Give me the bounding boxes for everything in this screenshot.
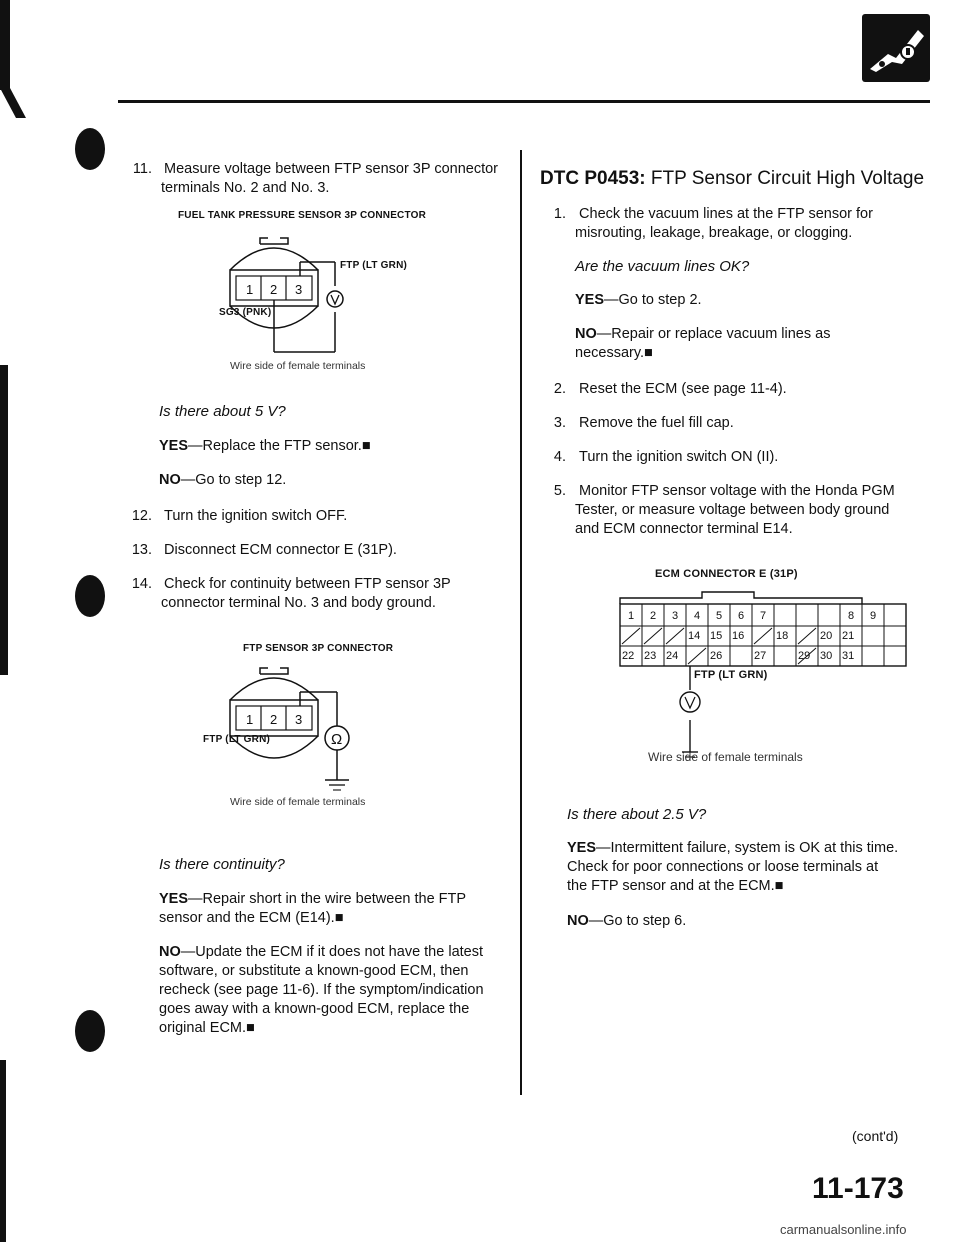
diagram1-connector [200, 228, 420, 363]
pin-2: 2 [270, 712, 278, 727]
right-answer-no-1: NO—Repair or replace vacuum lines as necessary.■ [575, 326, 831, 361]
pin-1: 1 [246, 282, 254, 297]
punch-hole-middle [75, 575, 105, 617]
right-answer-yes-2: YES—Intermittent failure, system is OK at this time. Check for poor connections or loose terminals at the FTP sensor and at the ECM.■ [567, 840, 899, 894]
step-13: 13. Disconnect ECM connector E (31P). [131, 542, 397, 558]
answer-yes-1: YES—Replace the FTP sensor.■ [159, 438, 371, 454]
step-14: 14. Check for continuity between FTP sensor 3P connector terminal No. 3 and body ground. [131, 576, 451, 611]
dtc-title: DTC P0453: FTP Sensor Circuit High Voltage [540, 168, 925, 189]
diagram1-label-right: FTP (LT GRN) [340, 260, 408, 271]
binding-bar-mid [0, 365, 8, 675]
diagram1-caption: Wire side of female terminals [230, 360, 366, 372]
pin-23: 23 [644, 650, 657, 662]
pin-3: 3 [295, 712, 303, 727]
pin-31: 31 [842, 650, 855, 662]
answer-yes-2: YES—Repair short in the wire between the FTP sensor and the ECM (E14).■ [159, 891, 467, 926]
pin-1: 1 [628, 610, 635, 622]
question-2: Is there continuity? [159, 856, 285, 873]
pin-6: 6 [738, 610, 745, 622]
right-answer-yes-1: YES—Go to step 2. [575, 292, 702, 308]
step-11: 11. Measure voltage between FTP sensor 3P connector terminals No. 2 and No. 3. [128, 160, 508, 198]
pin-3: 3 [295, 282, 303, 297]
punch-hole-bottom [75, 1010, 105, 1052]
column-divider [520, 150, 522, 1095]
right-step-3: 3. Remove the fuel fill cap. [553, 415, 734, 431]
pin-8: 8 [848, 610, 855, 622]
diagram1-label-left: SG3 (PNK) [219, 307, 272, 318]
pin-2: 2 [650, 610, 657, 622]
header-rule [118, 100, 930, 103]
answer-no-2: NO—Update the ECM if it does not have the latest software, or substitute a known-good ECM, then recheck (see page 11-6). If the symptom/indication goes away with a known-good ECM, replace the original ECM.■ [159, 944, 484, 1036]
diagram1-title: FUEL TANK PRESSURE SENSOR 3P CONNECTOR [178, 210, 427, 221]
pin-20: 20 [820, 630, 833, 642]
pin-4: 4 [694, 610, 701, 622]
question-1: Is there about 5 V? [159, 403, 286, 420]
binding-bar-top [0, 0, 10, 90]
pin-5: 5 [716, 610, 723, 622]
pin-3: 3 [672, 610, 679, 622]
right-question-1: Are the vacuum lines OK? [575, 258, 750, 275]
diagram3-caption: Wire side of female terminals [648, 750, 803, 764]
binding-bar-bottom [0, 1060, 6, 1242]
step-number: 11. [132, 161, 152, 177]
right-answer-no-2: NO—Go to step 6. [567, 913, 687, 929]
pin-2: 2 [270, 282, 278, 297]
right-question-2: Is there about 2.5 V? [567, 806, 707, 823]
pin-15: 15 [710, 630, 723, 642]
pin-9: 9 [870, 610, 877, 622]
diagram3-label: FTP (LT GRN) [694, 669, 768, 681]
right-step-4: 4. Turn the ignition switch ON (II). [553, 449, 779, 465]
answer-no-1: NO—Go to step 12. [159, 472, 287, 488]
diagram2-caption: Wire side of female terminals [230, 796, 366, 808]
pin-22: 22 [622, 650, 635, 662]
ohm-symbol: Ω [331, 731, 343, 748]
pin-14: 14 [688, 630, 701, 642]
continued-label: (cont'd) [852, 1128, 899, 1144]
pin-16: 16 [732, 630, 745, 642]
dtc-code: DTC P0453: [540, 168, 646, 189]
right-step-2: 2. Reset the ECM (see page 11-4). [553, 381, 787, 397]
pin-29: 29 [798, 650, 811, 662]
pin-27: 27 [754, 650, 767, 662]
right-step-5: 5. Monitor FTP sensor voltage with the Honda PGM Tester, or measure voltage between body ground and ECM connector terminal E14. [553, 483, 895, 537]
section-icon [862, 14, 930, 82]
right-step-1: 1. Check the vacuum lines at the FTP sensor for misrouting, leakage, breakage, or clogging. [553, 206, 873, 241]
step-12: 12. Turn the ignition switch OFF. [131, 508, 348, 524]
pin-18: 18 [776, 630, 789, 642]
pin-1: 1 [246, 712, 254, 727]
diagram2-label-left: FTP (LT GRN) [203, 734, 271, 745]
diagram2-title: FTP SENSOR 3P CONNECTOR [243, 643, 394, 654]
pin-24: 24 [666, 650, 679, 662]
watermark: carmanualsonline.info [780, 1222, 907, 1237]
pin-26: 26 [710, 650, 723, 662]
pin-30: 30 [820, 650, 833, 662]
diagram2-connector [200, 658, 420, 808]
binding-slant [0, 88, 30, 118]
diagram3-title: ECM CONNECTOR E (31P) [655, 568, 798, 580]
pin-7: 7 [760, 610, 767, 622]
punch-hole-top [75, 128, 105, 170]
diagram3-connector [618, 590, 918, 720]
page-number: 11-173 [812, 1172, 904, 1205]
pin-21: 21 [842, 630, 855, 642]
